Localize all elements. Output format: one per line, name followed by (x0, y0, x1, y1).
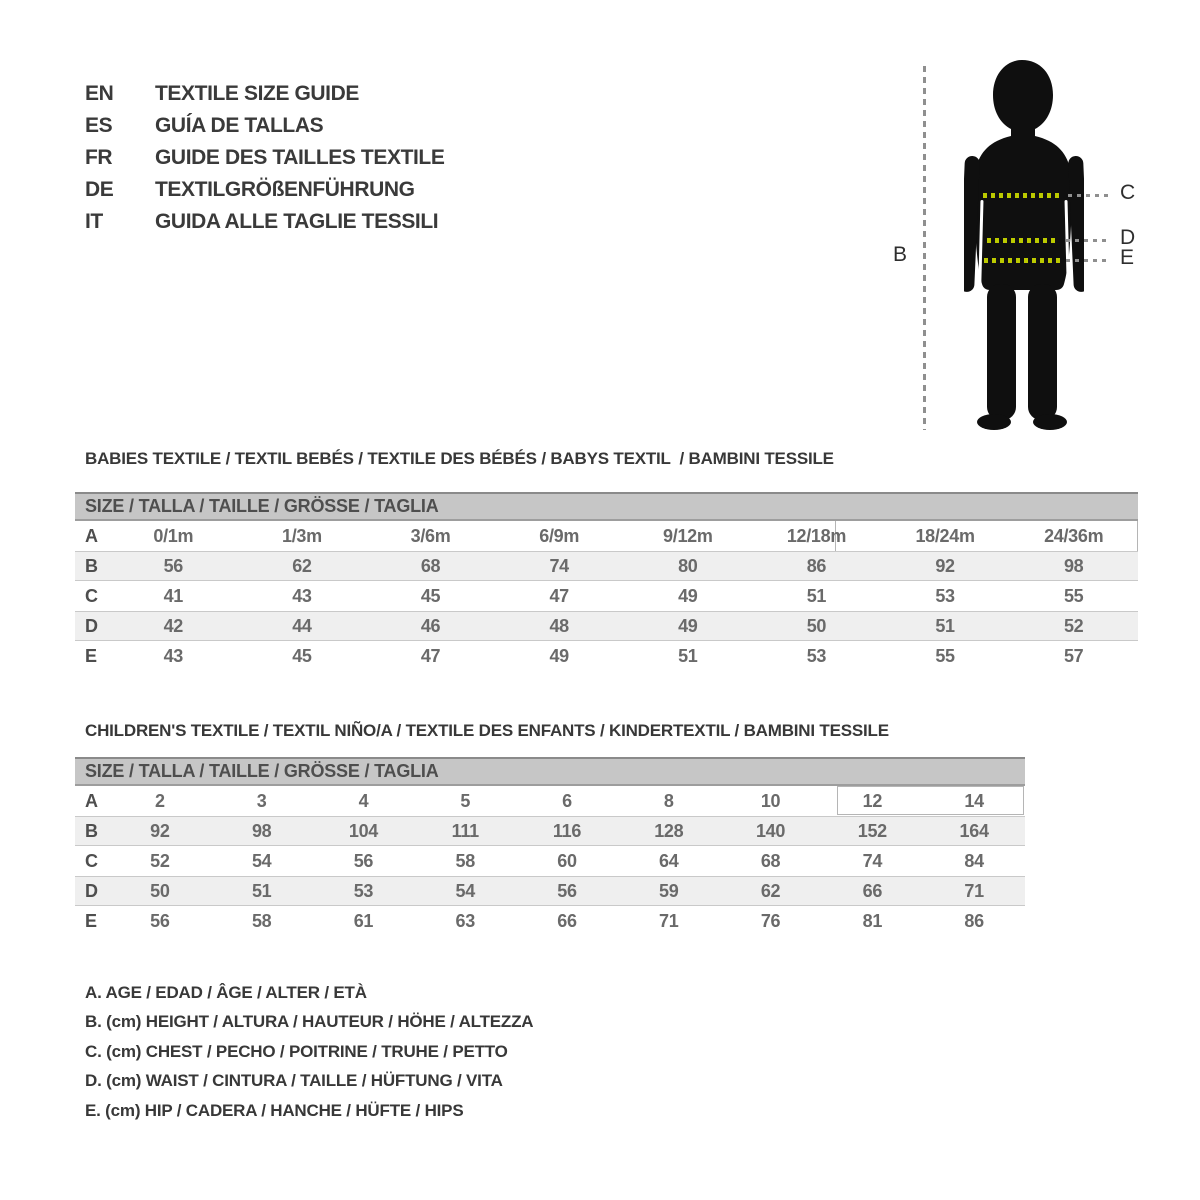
table-cell: 71 (659, 910, 679, 931)
table-cell: 128 (654, 820, 684, 841)
lang-label-es: GUÍA DE TALLAS (155, 114, 324, 137)
table-cell: 98 (251, 820, 272, 841)
waist-label: D (1120, 226, 1135, 249)
children-section-title: CHILDREN'S TEXTILE / TEXTIL NIÑO/A / TEXTILE DES ENFANTS / KINDERTEXTIL / BAMBINI TESSILE (85, 721, 889, 740)
lang-label-de: TEXTILGRÖßENFÜHRUNG (155, 178, 415, 201)
waist-guide-line (1066, 239, 1110, 242)
hip-label: E (1120, 246, 1134, 269)
table-cell: 50 (806, 615, 827, 636)
table-row-B (75, 551, 1138, 581)
table-cell: 164 (959, 820, 989, 841)
hip-guide-line (1066, 259, 1110, 262)
table-cell: 51 (251, 880, 272, 901)
height-guide-dotted-line (923, 66, 926, 430)
table-cell: 56 (353, 850, 374, 871)
table-cell: 92 (150, 820, 170, 841)
row-label: C (85, 585, 98, 606)
table-cell: 52 (1063, 615, 1084, 636)
table-cell: 56 (163, 555, 184, 576)
table-row-D (75, 611, 1138, 641)
table-row-C (75, 581, 1138, 611)
table-cell: 86 (964, 910, 984, 931)
table-cell: 41 (163, 585, 184, 606)
table-cell: 64 (659, 850, 679, 871)
language-title-block (85, 78, 444, 238)
table-row-A (75, 521, 1138, 551)
table-cell: 61 (353, 910, 374, 931)
measurement-legend (85, 978, 533, 1126)
table-cell: 62 (760, 880, 781, 901)
table-row-E (75, 906, 1025, 936)
lang-code-it: IT (85, 210, 103, 233)
babies-table-body (75, 521, 1138, 671)
table-cell: 45 (292, 645, 312, 666)
table-row-B (75, 816, 1025, 846)
table-cell: 43 (292, 585, 312, 606)
table-cell: 152 (857, 820, 887, 841)
legend-height: B. (cm) HEIGHT / ALTURA / HAUTEUR / HÖHE / ALTEZZA (85, 1012, 534, 1032)
table-cell: 10 (760, 790, 781, 811)
table-cell: 48 (549, 615, 569, 636)
table-cell: 62 (292, 555, 312, 576)
table-cell: 1/3m (282, 525, 322, 546)
table-cell: 6/9m (539, 525, 580, 546)
table-cell: 68 (760, 850, 781, 871)
table-cell: 47 (420, 645, 441, 666)
table-cell: 66 (557, 910, 577, 931)
table-cell: 71 (964, 880, 984, 901)
lang-code-de: DE (85, 178, 114, 201)
table-cell: 8 (663, 790, 674, 811)
table-row-C (75, 846, 1025, 876)
table-cell: 53 (806, 645, 827, 666)
chest-guide-line (1068, 194, 1112, 197)
table-cell: 84 (964, 850, 984, 871)
table-cell: 52 (150, 850, 170, 871)
lang-row-es (85, 110, 444, 142)
table-cell: 55 (1063, 585, 1084, 606)
height-label: B (893, 243, 907, 266)
table-cell: 55 (935, 645, 955, 666)
legend-age: A. AGE / EDAD / ÂGE / ALTER / ETÀ (85, 982, 367, 1002)
lang-code-es: ES (85, 114, 113, 137)
lang-code-en: EN (85, 82, 114, 105)
children-size-table (75, 757, 1025, 936)
table-cell: 18/24m (915, 525, 975, 546)
table-cell: 116 (552, 820, 582, 841)
table-cell: 57 (1063, 645, 1084, 666)
table-cell: 3/6m (410, 525, 451, 546)
table-cell: 49 (678, 615, 698, 636)
table-cell: 56 (150, 910, 170, 931)
children-table-body (75, 786, 1025, 936)
table-cell: 63 (455, 910, 475, 931)
table-cell: 140 (755, 820, 786, 841)
table-cell: 24/36m (1044, 525, 1104, 546)
table-cell: 59 (659, 880, 679, 901)
children-table-header: SIZE / TALLA / TAILLE / GRÖSSE / TAGLIA (75, 757, 1025, 786)
table-cell: 0/1m (153, 525, 194, 546)
table-cell: 74 (862, 850, 883, 871)
lang-label-en: TEXTILE SIZE GUIDE (155, 82, 359, 105)
table-cell: 44 (292, 615, 312, 636)
chest-label: C (1120, 181, 1135, 204)
table-cell: 12 (862, 790, 883, 811)
row-label: C (85, 850, 98, 871)
table-cell: 43 (163, 645, 184, 666)
table-cell: 53 (935, 585, 955, 606)
lang-label-fr: GUIDE DES TAILLES TEXTILE (155, 146, 445, 169)
table-cell: 54 (455, 880, 475, 901)
table-cell: 76 (760, 910, 781, 931)
table-cell: 51 (678, 645, 698, 666)
row-label: A (85, 790, 98, 811)
table-cell: 2 (155, 790, 165, 811)
table-cell: 60 (557, 850, 577, 871)
table-cell: 42 (163, 615, 184, 636)
table-cell: 56 (557, 880, 577, 901)
table-cell: 46 (420, 615, 441, 636)
table-cell: 5 (460, 790, 471, 811)
row-label: B (85, 820, 98, 841)
row-label: B (85, 555, 98, 576)
table-cell: 111 (451, 820, 479, 841)
legend-chest: C. (cm) CHEST / PECHO / POITRINE / TRUHE / PETTO (85, 1041, 508, 1061)
table-cell: 58 (251, 910, 272, 931)
babies-section-title: BABIES TEXTILE / TEXTIL BEBÉS / TEXTILE DES BÉBÉS / BABYS TEXTIL / BAMBINI TESSILE (85, 449, 834, 468)
table-row-E (75, 641, 1138, 671)
table-cell: 49 (549, 645, 569, 666)
table-cell: 45 (420, 585, 441, 606)
table-cell: 81 (862, 910, 883, 931)
lang-row-en (85, 78, 444, 110)
lang-code-fr: FR (85, 146, 113, 169)
legend-waist: D. (cm) WAIST / CINTURA / TAILLE / HÜFTUNG / VITA (85, 1071, 503, 1091)
lang-label-it: GUIDA ALLE TAGLIE TESSILI (155, 210, 439, 233)
table-cell: 58 (455, 850, 475, 871)
table-cell: 104 (348, 820, 378, 841)
table-cell: 74 (549, 555, 569, 576)
row-label: A (85, 525, 98, 546)
chest-measure-line (983, 193, 1063, 198)
lang-row-fr (85, 142, 444, 174)
table-cell: 68 (420, 555, 441, 576)
table-cell: 4 (358, 790, 369, 811)
table-cell: 98 (1063, 555, 1084, 576)
table-cell: 49 (678, 585, 698, 606)
table-cell: 51 (806, 585, 827, 606)
table-cell: 80 (678, 555, 698, 576)
row-label: E (85, 910, 98, 931)
table-row-A (75, 786, 1025, 816)
table-row-D (75, 876, 1025, 906)
table-cell: 92 (935, 555, 955, 576)
table-cell: 66 (862, 880, 883, 901)
table-cell: 12/18m (786, 525, 847, 546)
child-silhouette-icon (964, 58, 1084, 438)
table-cell: 14 (964, 790, 984, 811)
lang-row-de (85, 174, 444, 206)
row-label: E (85, 645, 98, 666)
legend-hip: E. (cm) HIP / CADERA / HANCHE / HÜFTE / HIPS (85, 1100, 464, 1120)
babies-size-table (75, 492, 1138, 671)
table-cell: 50 (150, 880, 170, 901)
hip-measure-line (984, 258, 1060, 263)
table-cell: 86 (806, 555, 827, 576)
table-cell: 47 (549, 585, 569, 606)
table-cell: 3 (256, 790, 267, 811)
babies-table-header: SIZE / TALLA / TAILLE / GRÖSSE / TAGLIA (75, 492, 1138, 521)
lang-row-it (85, 206, 444, 238)
table-cell: 6 (562, 790, 572, 811)
table-cell: 54 (251, 850, 272, 871)
row-label: D (85, 880, 98, 901)
waist-measure-line (987, 238, 1059, 243)
row-label: D (85, 615, 98, 636)
table-cell: 53 (353, 880, 374, 901)
table-cell: 9/12m (663, 525, 713, 546)
table-cell: 51 (935, 615, 955, 636)
